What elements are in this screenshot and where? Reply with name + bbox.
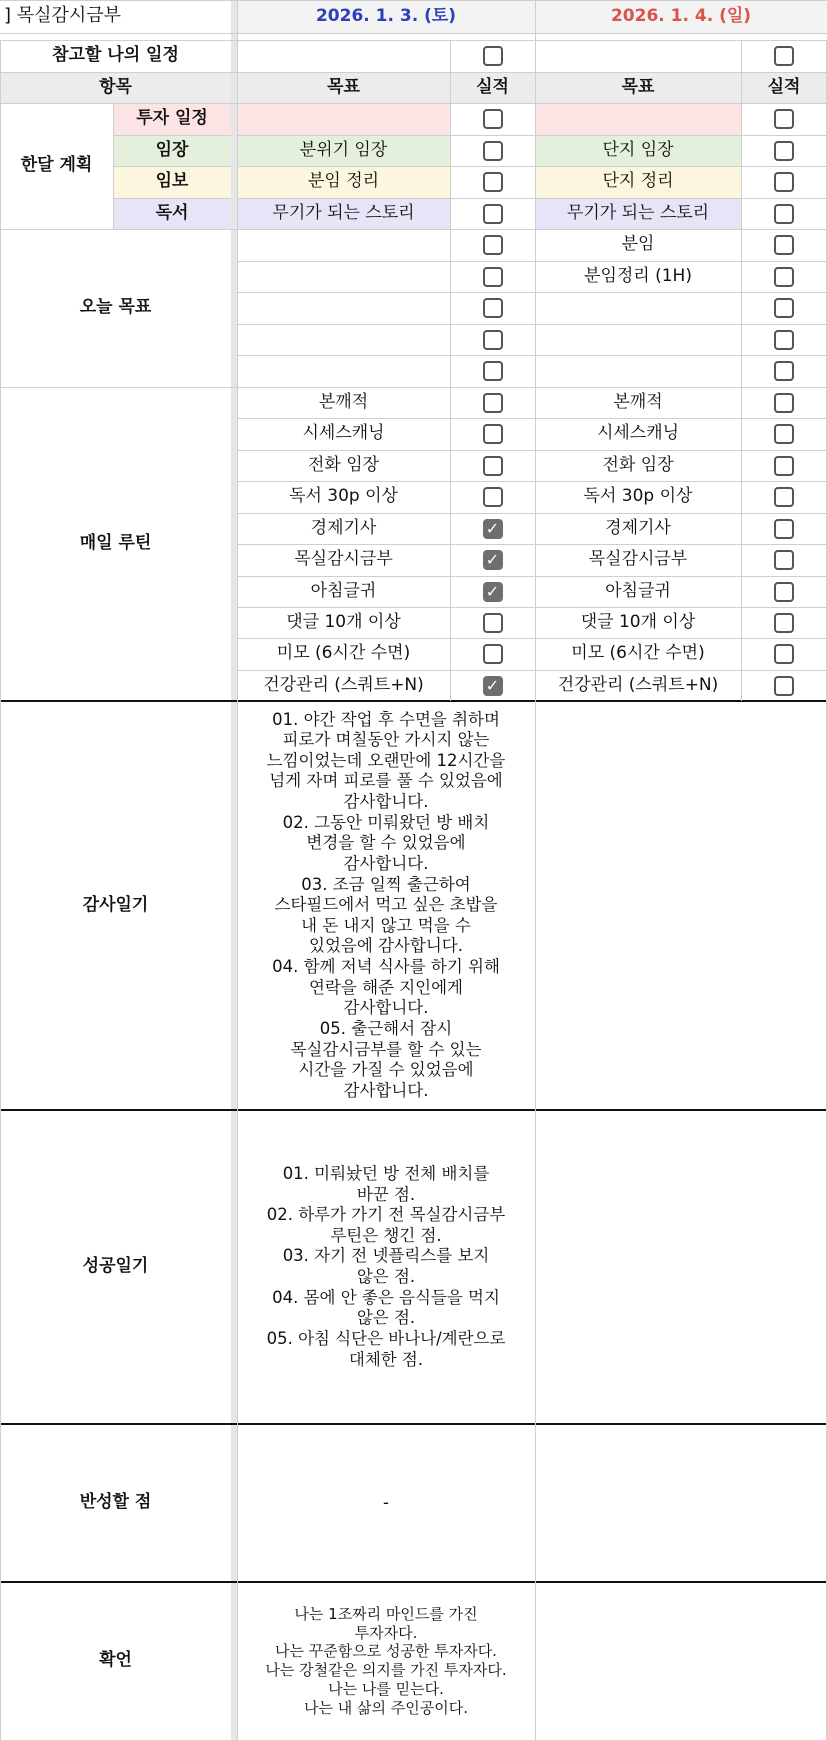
routine-item-day1: 건강관리 (스쿼트+N) <box>263 674 424 695</box>
success-text-day2 <box>535 1110 827 1424</box>
success-label: 성공일기 <box>82 1256 149 1277</box>
today-checkbox-day2-cell <box>741 324 827 355</box>
routine-checkbox-day1[interactable] <box>483 519 503 539</box>
result-header-day2: 실적 <box>741 72 827 103</box>
today-goal-label: 오늘 목표 <box>79 297 152 318</box>
routine-checkbox-day1[interactable] <box>483 487 503 507</box>
monthly-item-label: 독서 <box>113 198 231 229</box>
check-mark-icon: ✓ <box>485 675 500 695</box>
check-mark-icon: ✓ <box>485 518 500 538</box>
today-checkbox-day2-cell <box>741 355 827 387</box>
routine-checkbox-day1-cell <box>450 387 535 418</box>
routine-checkbox-day2-cell <box>741 576 827 607</box>
row-divider <box>237 324 827 325</box>
row-divider <box>237 513 827 514</box>
monthly-checkbox-day1[interactable] <box>483 204 503 224</box>
today-checkbox-day2[interactable] <box>774 330 794 350</box>
monthly-checkbox-day1-cell <box>450 135 535 166</box>
daily-routine-label: 매일 루틴 <box>79 533 152 554</box>
item-header: 항목 <box>0 72 231 103</box>
row-divider <box>237 544 827 545</box>
row-divider <box>237 166 827 167</box>
monthly-checkbox-day2-cell <box>741 166 827 198</box>
today-goal-day1 <box>237 292 450 324</box>
row-divider <box>113 166 231 167</box>
result-header-day1: 실적 <box>450 72 535 103</box>
today-checkbox-day1-cell <box>450 229 535 261</box>
monthly-goal-day2: 무기가 되는 스토리 <box>535 198 741 229</box>
monthly-checkbox-day1-cell <box>450 166 535 198</box>
row-divider <box>0 72 827 73</box>
check-mark-icon: ✓ <box>485 550 500 569</box>
routine-checkbox-day2[interactable] <box>774 644 794 664</box>
routine-item-day2: 본깨적 <box>613 391 663 412</box>
row-divider <box>0 1581 827 1583</box>
gratitude-label: 감사일기 <box>82 894 149 915</box>
row-divider <box>0 33 827 34</box>
reflection-text-day2 <box>535 1424 827 1582</box>
column-divider <box>450 40 451 701</box>
row-divider <box>237 261 827 262</box>
affirmation-label: 확언 <box>99 1650 132 1671</box>
today-checkbox-day1-cell <box>450 292 535 324</box>
routine-checkbox-day2[interactable] <box>774 613 794 633</box>
today-goal-day2 <box>535 324 741 355</box>
monthly-checkbox-day2[interactable] <box>774 109 794 129</box>
gratitude-text-day2 <box>535 701 827 1110</box>
reference-checkbox-day1[interactable] <box>483 46 503 66</box>
row-divider <box>0 0 827 1</box>
row-divider <box>237 418 827 419</box>
today-goal-day1 <box>237 324 450 355</box>
monthly-goal-day2: 단지 정리 <box>535 166 741 198</box>
today-goal-day1 <box>237 229 450 261</box>
row-divider <box>0 103 827 104</box>
today-checkbox-day1[interactable] <box>483 267 503 287</box>
routine-checkbox-day1-cell <box>450 418 535 450</box>
routine-item-day1: 목실감시금부 <box>294 549 393 570</box>
routine-item-day1: 아침글귀 <box>310 580 377 601</box>
goal-header-day1: 목표 <box>237 72 450 103</box>
today-checkbox-day2-cell <box>741 229 827 261</box>
row-divider <box>237 135 827 136</box>
success-text-day1: 01. 미뤄놨던 방 전체 배치를 바꾼 점. 02. 하루가 가기 전 목실감시금부 루틴은 챙긴 점. 03. 자기 전 넷플릭스를 보지 않은 점. 04. 몸에 안 좋은 음식들을 먹지 않은 점. 05. 아침 식단은 바나나/계란으로 대체한 점. <box>266 1163 506 1369</box>
routine-item-day1: 시세스캐닝 <box>302 423 385 444</box>
routine-checkbox-day2[interactable] <box>774 550 794 570</box>
routine-checkbox-day2-cell <box>741 638 827 670</box>
reflection-text-day1: - <box>383 1492 389 1512</box>
routine-checkbox-day1[interactable] <box>483 424 503 444</box>
column-divider <box>113 103 114 229</box>
today-checkbox-day2-cell <box>741 261 827 292</box>
routine-checkbox-day2-cell <box>741 418 827 450</box>
routine-checkbox-day1[interactable] <box>483 644 503 664</box>
routine-item-day2: 미모 (6시간 수면) <box>571 643 705 664</box>
monthly-checkbox-day2-cell <box>741 135 827 166</box>
routine-checkbox-day1[interactable] <box>483 582 503 602</box>
today-goal-day1 <box>237 261 450 292</box>
monthly-item-label: 임보 <box>113 166 231 198</box>
row-divider <box>237 481 827 482</box>
routine-item-day1: 본깨적 <box>318 391 369 412</box>
routine-checkbox-day2[interactable] <box>774 582 794 602</box>
routine-checkbox-day1-cell <box>450 450 535 481</box>
monthly-goal-day1: 분임 정리 <box>237 166 450 198</box>
monthly-goal-day1 <box>237 103 450 135</box>
monthly-checkbox-day2[interactable] <box>774 141 794 161</box>
routine-item-day2: 독서 30p 이상 <box>583 486 693 507</box>
routine-item-day2: 시세스캐닝 <box>596 423 680 444</box>
routine-item-day2: 건강관리 (스쿼트+N) <box>557 674 719 695</box>
today-goal-day2: 분임 <box>621 234 655 255</box>
monthly-checkbox-day2-cell <box>741 198 827 229</box>
routine-checkbox-day2-cell <box>741 670 827 701</box>
routine-item-day1: 전화 임장 <box>307 454 380 475</box>
routine-checkbox-day1-cell <box>450 481 535 513</box>
today-checkbox-day1[interactable] <box>483 298 503 318</box>
monthly-checkbox-day2[interactable] <box>774 204 794 224</box>
today-checkbox-day2[interactable] <box>774 235 794 255</box>
routine-item-day2: 전화 임장 <box>602 454 674 475</box>
today-checkbox-day1[interactable] <box>483 235 503 255</box>
routine-checkbox-day1[interactable] <box>483 550 503 570</box>
row-divider <box>237 576 827 577</box>
column-divider <box>237 0 238 1740</box>
row-divider <box>237 450 827 451</box>
routine-item-day2: 아침글귀 <box>605 580 671 601</box>
routine-item-day1: 댓글 10개 이상 <box>286 611 401 632</box>
affirmation-text-day2 <box>535 1582 827 1740</box>
routine-checkbox-day1[interactable] <box>483 393 503 413</box>
row-divider <box>113 198 231 199</box>
column-divider <box>0 40 1 1740</box>
check-mark-icon: ✓ <box>485 581 500 601</box>
affirmation-text-day1: 나는 1조짜리 마인드를 가진 투자자다. 나는 꾸준함으로 성공한 투자자다. 나는 강철같은 의지를 가진 투자자다. 나는 나를 믿는다. 나는 내 삶의 주인공이다. <box>265 1604 507 1717</box>
column-divider <box>535 0 536 1740</box>
monthly-checkbox-day1-cell <box>450 198 535 229</box>
today-checkbox-day2-cell <box>741 292 827 324</box>
row-divider <box>0 229 827 230</box>
reference-checkbox-day1-cell <box>450 40 535 72</box>
routine-checkbox-day1-cell <box>450 607 535 638</box>
row-divider <box>237 670 827 671</box>
reference-checkbox-day2[interactable] <box>774 46 794 66</box>
routine-item-day2: 목실감시금부 <box>588 549 688 570</box>
monthly-checkbox-day2-cell <box>741 103 827 135</box>
today-checkbox-day1[interactable] <box>483 330 503 350</box>
routine-checkbox-day1-cell <box>450 670 535 701</box>
reference-label: 참고할 나의 일정 <box>52 45 179 66</box>
routine-checkbox-day1[interactable] <box>483 613 503 633</box>
routine-checkbox-day2-cell <box>741 513 827 544</box>
routine-checkbox-day2-cell <box>741 450 827 481</box>
today-checkbox-day1-cell <box>450 261 535 292</box>
monthly-goal-day2: 단지 임장 <box>535 135 741 166</box>
routine-item-day1: 경제기사 <box>310 517 377 538</box>
routine-checkbox-day2-cell <box>741 544 827 576</box>
sheet-title: ] 목실감시금부 <box>4 5 122 27</box>
routine-checkbox-day2-cell <box>741 481 827 513</box>
row-divider <box>237 607 827 608</box>
row-divider <box>237 355 827 356</box>
monthly-goal-day1: 무기가 되는 스토리 <box>237 198 450 229</box>
routine-item-day1: 미모 (6시간 수면) <box>276 643 411 664</box>
row-divider <box>113 135 231 136</box>
date-header-day2: 2026. 1. 4. (일) <box>535 0 827 33</box>
today-checkbox-day2[interactable] <box>774 267 794 287</box>
monthly-item-label: 임장 <box>113 135 231 166</box>
routine-checkbox-day2-cell <box>741 607 827 638</box>
today-checkbox-day1-cell <box>450 355 535 387</box>
today-goal-day1 <box>237 355 450 387</box>
monthly-checkbox-day2[interactable] <box>774 172 794 192</box>
row-divider <box>237 638 827 639</box>
row-divider <box>0 40 827 41</box>
goal-header-day2: 목표 <box>535 72 741 103</box>
routine-checkbox-day2[interactable] <box>774 676 794 696</box>
today-checkbox-day2[interactable] <box>774 298 794 318</box>
column-divider <box>741 40 742 701</box>
row-divider <box>0 700 827 702</box>
today-goal-day2 <box>535 292 741 324</box>
routine-item-day2: 댓글 10개 이상 <box>580 611 696 632</box>
routine-checkbox-day1[interactable] <box>483 676 503 696</box>
routine-checkbox-day1-cell <box>450 544 535 576</box>
routine-item-day2: 경제기사 <box>605 517 671 538</box>
monthly-checkbox-day1-cell <box>450 103 535 135</box>
routine-checkbox-day1-cell <box>450 513 535 544</box>
row-divider <box>237 292 827 293</box>
today-checkbox-day2[interactable] <box>774 361 794 381</box>
row-divider <box>237 198 827 199</box>
routine-checkbox-day1-cell <box>450 576 535 607</box>
row-divider <box>0 387 827 388</box>
monthly-item-label: 투자 일정 <box>113 103 231 135</box>
monthly-goal-day1: 분위기 임장 <box>237 135 450 166</box>
routine-checkbox-day1-cell <box>450 638 535 670</box>
row-divider <box>0 1423 827 1425</box>
today-checkbox-day1-cell <box>450 324 535 355</box>
routine-checkbox-day2-cell <box>741 387 827 418</box>
monthly-plan-label: 한달 계획 <box>20 155 93 176</box>
reference-checkbox-day2-cell <box>741 40 827 72</box>
reflection-label: 반성할 점 <box>79 1492 152 1513</box>
date-header-day1: 2026. 1. 3. (토) <box>237 0 535 33</box>
monthly-checkbox-day1[interactable] <box>483 141 503 161</box>
today-goal-day2 <box>535 355 741 387</box>
today-goal-day2: 분임정리 (1H) <box>584 265 692 286</box>
routine-checkbox-day1[interactable] <box>483 456 503 476</box>
gratitude-text-day1: 01. 야간 작업 후 수면을 취하며 피로가 며칠동안 가시지 않는 느낌이었는데 오랜만에 12시간을 넘게 자며 피로를 풀 수 있었음에 감사합니다. 02. 그동안 미뤄왔던 방 배치 변경을 할 수 있었음에 감사합니다. 03. 조금 일찍 출근하여 스타필드에서 먹고 싶은 초밥을 내 돈 내지 않고 먹을 수 있었음에 감사합니다. 04. 함께 저녁 식사를 하기 위해 연락을 해준 지인에게 감사합니다. 05. 출근해서 잠시 목실감시금부를 할 수 있는 시간을 가질 수 있었음에 감사합니다. <box>266 709 506 1100</box>
today-checkbox-day1[interactable] <box>483 361 503 381</box>
monthly-goal-day2 <box>535 103 741 135</box>
monthly-checkbox-day1[interactable] <box>483 109 503 129</box>
routine-item-day1: 독서 30p 이상 <box>289 486 398 507</box>
routine-checkbox-day2[interactable] <box>774 393 794 413</box>
monthly-checkbox-day1[interactable] <box>483 172 503 192</box>
routine-checkbox-day2[interactable] <box>774 456 794 476</box>
routine-checkbox-day2[interactable] <box>774 519 794 539</box>
row-divider <box>0 1109 827 1111</box>
routine-checkbox-day2[interactable] <box>774 424 794 444</box>
routine-checkbox-day2[interactable] <box>774 487 794 507</box>
